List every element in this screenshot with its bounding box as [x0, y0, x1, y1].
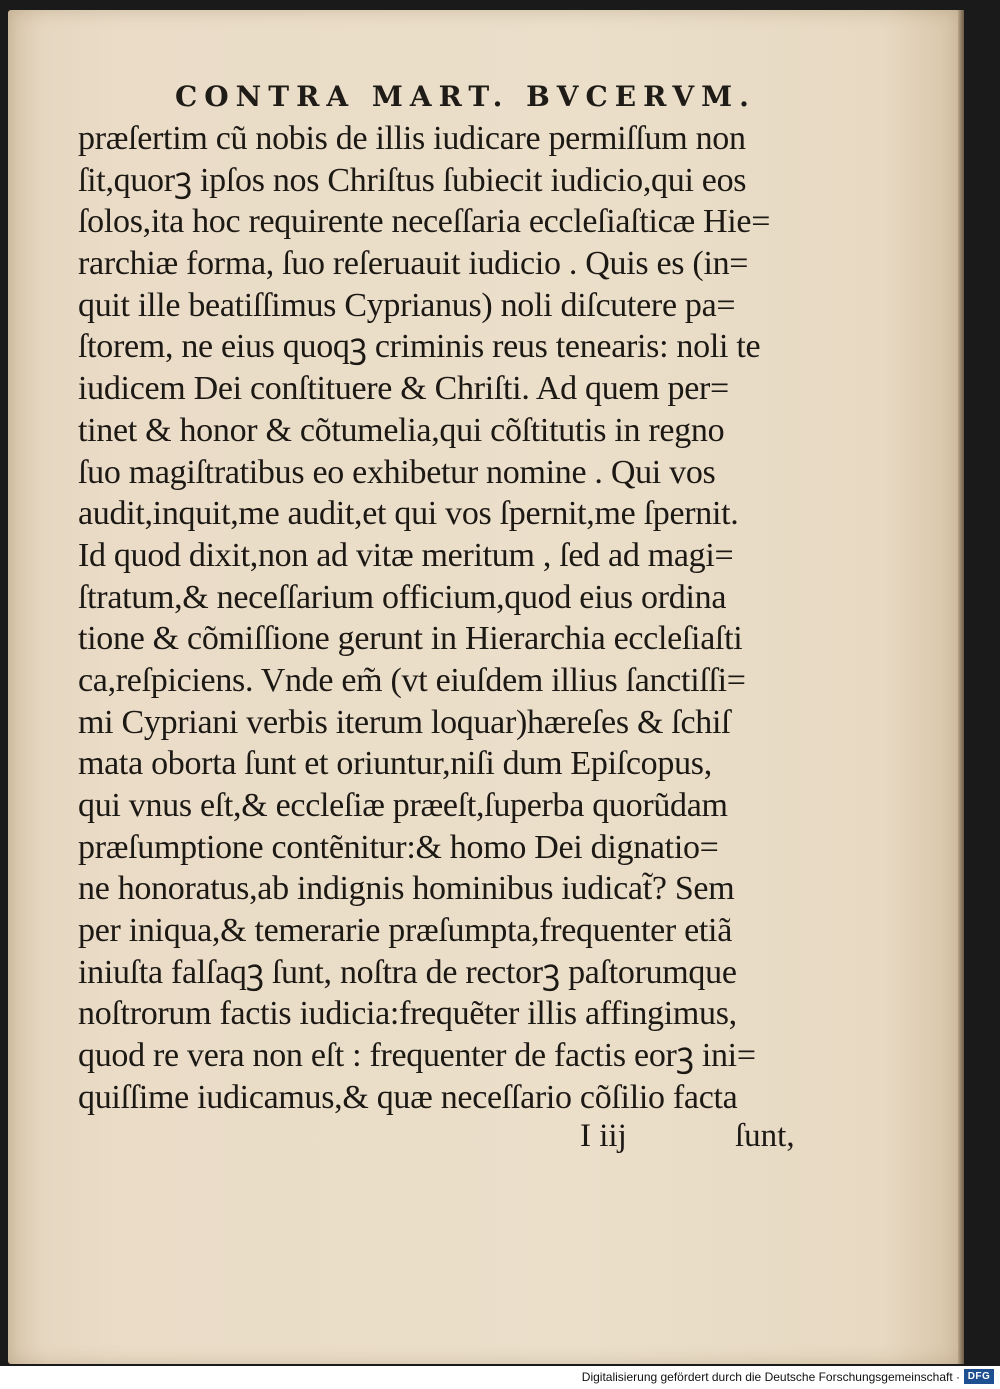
funding-credit: Digitalisierung gefördert durch die Deutsche Forschungsgemeinschaft ·	[581, 1370, 960, 1384]
catchword: ſunt,	[735, 1118, 795, 1154]
text-line: ſtorem, ne eius quoqꝫ criminis reus tenearis: noli te	[78, 328, 761, 366]
body-text	[78, 118, 818, 1119]
text-line: tinet & honor & cõtumelia,qui cõſtitutis in regno	[78, 411, 725, 449]
text-line: ſit,quorꝫ ipſos nos Chriſtus ſubiecit iudicio,qui eos	[78, 161, 747, 199]
text-line: mata oborta ſunt et oriuntur,niſi dum Epiſcopus,	[78, 745, 712, 783]
text-line: ſtratum,& neceſſarium officium,quod eius ordina	[78, 578, 727, 616]
text-line: ſolos,ita hoc requirente neceſſaria eccleſiaſticæ Hie=	[78, 203, 771, 241]
text-line: Id quod dixit,non ad vitæ meritum , ſed ad magi=	[78, 536, 734, 574]
text-line: præſumptione contẽnitur:& homo Dei dignatio=	[78, 828, 719, 866]
text-line: ca,reſpiciens. Vnde em̃ (vt eiuſdem illius ſanctiſſi=	[78, 661, 746, 699]
text-line: qui vnus eſt,& eccleſiæ præeſt,ſuperba quorũdam	[78, 787, 728, 824]
text-line: iniuſta falſaqꝫ ſunt, noſtra de rectorꝫ paſtorumque	[78, 953, 737, 991]
page-edge	[958, 10, 964, 1364]
text-line: quiſſime iudicamus,& quæ neceſſario cõſilio facta	[78, 1078, 738, 1116]
text-line: mi Cypriani verbis iterum loquar)hæreſes & ſchiſ	[78, 703, 731, 741]
text-line: quit ille beatiſſimus Cyprianus) noli diſcutere pa=	[78, 286, 736, 324]
signature-mark: I iij	[580, 1118, 627, 1154]
text-line: quod re vera non eſt : frequenter de factis eorꝫ ini=	[78, 1037, 756, 1075]
text-line: ne honoratus,ab indignis hominibus iudicat̃? Sem	[78, 870, 735, 908]
footer-bar	[0, 1366, 1000, 1389]
text-line: iudicem Dei conſtituere & Chriſti. Ad quem per=	[78, 370, 729, 408]
dfg-logo: DFG	[964, 1369, 994, 1384]
text-line: per iniqua,& temerarie præſumpta,frequenter etiã	[78, 912, 732, 950]
text-line: præſertim cũ nobis de illis iudicare permiſſum non	[78, 120, 746, 157]
running-head: CONTRA MART. BVCERVM.	[175, 80, 756, 113]
text-line: tione & cõmiſſione gerunt in Hierarchia eccleſiaſti	[78, 620, 743, 658]
text-line: audit,inquit,me audit,et qui vos ſpernit,me ſpernit.	[78, 495, 739, 533]
text-line: noſtrorum factis iudicia:frequẽter illis affingimus,	[78, 995, 737, 1033]
text-line: ſuo magiſtratibus eo exhibetur nomine . Qui vos	[78, 453, 716, 491]
text-line: rarchiæ forma, ſuo reſeruauit iudicio . Quis es (in=	[78, 245, 749, 283]
